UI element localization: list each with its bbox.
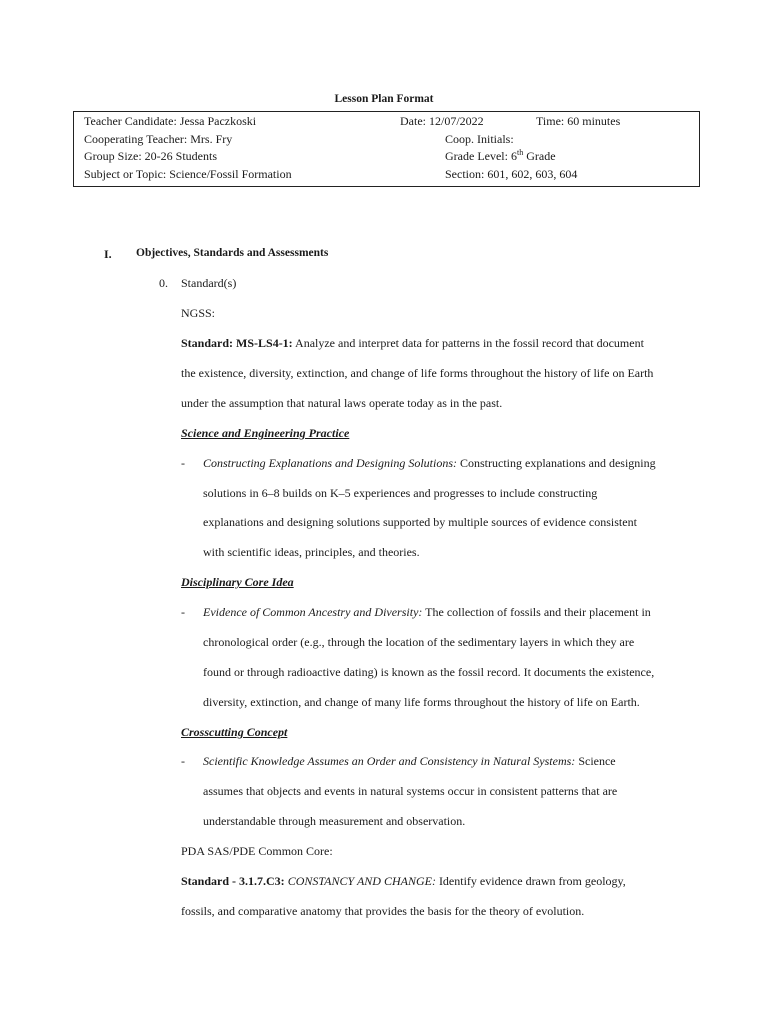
standard1-line2: the existence, diversity, extinction, and change of life forms throughout the history of life on Earth: [181, 366, 654, 380]
ngss-label: NGSS:: [181, 306, 216, 320]
sep-line3: explanations and designing solutions supported by multiple sources of evidence consistent: [203, 515, 637, 529]
cc-line3: understandable through measurement and observation.: [203, 814, 466, 828]
sub-number: 0.: [159, 276, 168, 290]
standard1-label: Standard: MS-LS4-1:: [181, 336, 293, 350]
sep-bullet-dash: -: [181, 456, 185, 470]
sep-title: Constructing Explanations and Designing Solutions:: [203, 456, 457, 470]
group-size: Group Size: 20-26 Students: [84, 149, 217, 163]
grade-level: [445, 149, 556, 164]
coop-initials: Coop. Initials:: [445, 132, 514, 146]
sub-label: Standard(s): [181, 276, 237, 290]
dci-line1: [203, 605, 651, 620]
dci-line4: diversity, extinction, and change of many life forms throughout the history of life on Earth.: [203, 695, 640, 709]
standard1-line1: [181, 336, 644, 351]
dci-line3: found or through radioactive dating) is known as the fossil record. It documents the existence,: [203, 665, 655, 679]
grade-superscript: th: [516, 148, 524, 157]
sep-text: Constructing explanations and designing: [457, 456, 656, 470]
standard1-line3: under the assumption that natural laws operate today as in the past.: [181, 396, 503, 410]
dci-line2: chronological order (e.g., through the location of the sedimentary layers in which they are: [203, 635, 635, 649]
cc-title: Scientific Knowledge Assumes an Order and Consistency in Natural Systems:: [203, 754, 576, 768]
standard2-line2: fossils, and comparative anatomy that provides the basis for the theory of evolution.: [181, 904, 585, 918]
standard1-text: Analyze and interpret data for patterns in the fossil record that document: [292, 336, 644, 350]
date: Date: 12/07/2022: [400, 114, 484, 128]
section-numeral: I.: [104, 247, 112, 261]
sep-line1: [203, 456, 656, 471]
dci-bullet-dash: -: [181, 605, 185, 619]
page-title: Lesson Plan Format: [334, 93, 434, 105]
teacher-candidate: Teacher Candidate: Jessa Paczkoski: [84, 114, 257, 128]
standard2-title: CONSTANCY AND CHANGE:: [284, 874, 436, 888]
cooperating-teacher: Cooperating Teacher: Mrs. Fry: [84, 132, 233, 146]
cc-text: Science: [575, 754, 616, 768]
standard2-text: Identify evidence drawn from geology,: [435, 874, 626, 888]
subject-topic: Subject or Topic: Science/Fossil Formation: [84, 167, 292, 181]
info-table: [73, 111, 700, 187]
grade-level-suffix: Grade: [523, 149, 556, 163]
sep-heading: Science and Engineering Practice: [181, 426, 350, 440]
standard2-line1: [181, 874, 626, 889]
cc-line2: assumes that objects and events in natural systems occur in consistent patterns that are: [203, 784, 618, 798]
time: Time: 60 minutes: [536, 114, 621, 128]
dci-heading: Disciplinary Core Idea: [181, 575, 294, 589]
sep-line4: with scientific ideas, principles, and theories.: [203, 545, 420, 559]
section-numbers: Section: 601, 602, 603, 604: [445, 167, 578, 181]
cc-heading: Crosscutting Concept: [181, 725, 288, 739]
dci-title: Evidence of Common Ancestry and Diversity:: [203, 605, 423, 619]
pda-label: PDA SAS/PDE Common Core:: [181, 844, 333, 858]
standard2-label: Standard - 3.1.7.C3:: [181, 874, 285, 888]
grade-level-text: Grade Level: 6: [445, 149, 517, 163]
cc-line1: [203, 754, 616, 769]
sep-line2: solutions in 6–8 builds on K–5 experiences and progresses to include constructing: [203, 486, 598, 500]
section-heading: Objectives, Standards and Assessments: [136, 247, 329, 259]
cc-bullet-dash: -: [181, 754, 185, 768]
dci-text: The collection of fossils and their placement in: [422, 605, 651, 619]
